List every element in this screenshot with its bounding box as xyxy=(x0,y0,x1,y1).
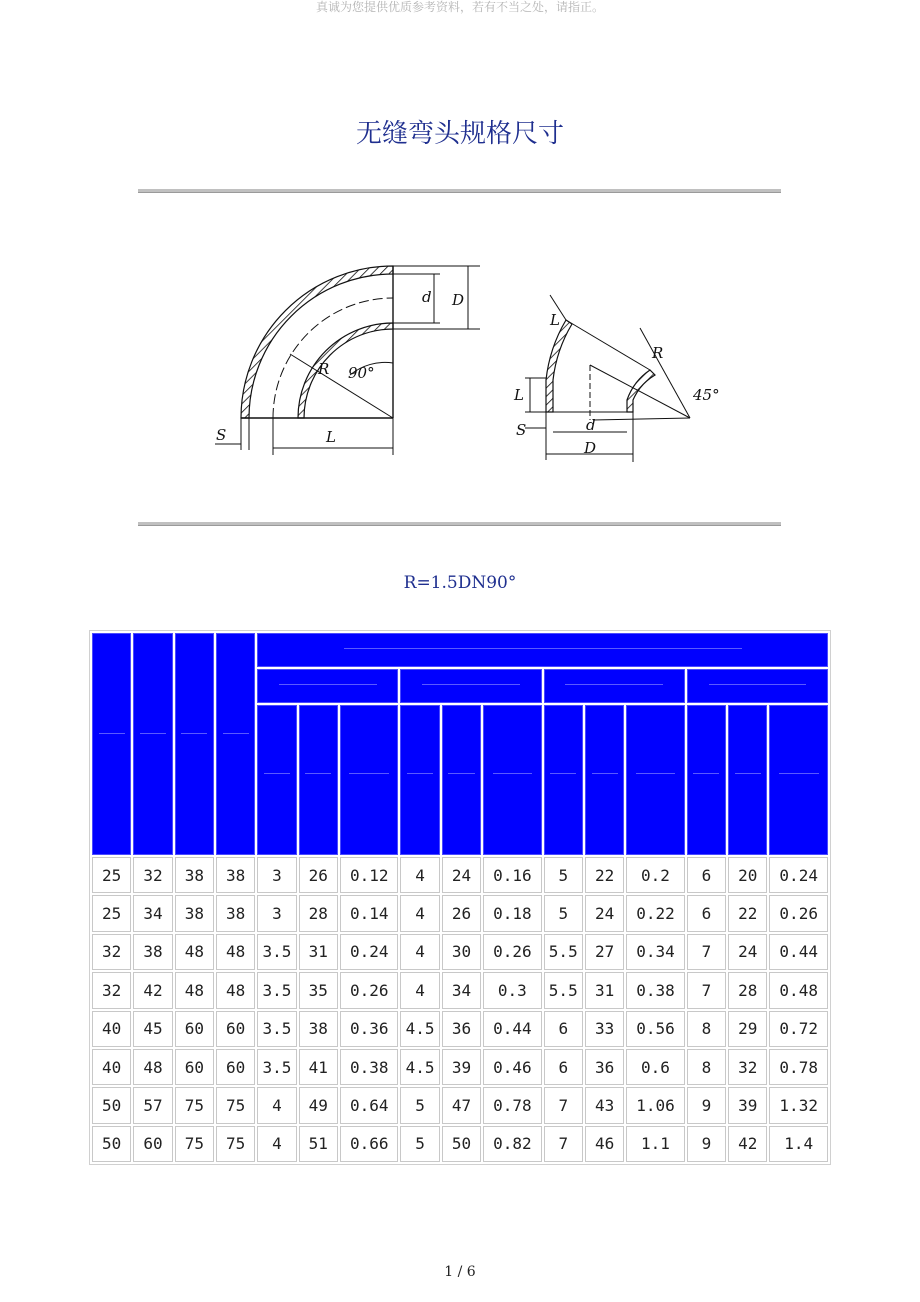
table-cell: 3.5 xyxy=(257,972,296,1008)
table-cell: 4.5 xyxy=(400,1049,439,1085)
table-cell: 39 xyxy=(728,1087,767,1123)
table-cell: 20 xyxy=(728,857,767,893)
table-cell: 1.32 xyxy=(769,1087,828,1123)
table-cell: 75 xyxy=(216,1126,255,1162)
table-cell: 0.72 xyxy=(769,1011,828,1047)
table-cell: 6 xyxy=(687,857,726,893)
table-cell: 48 xyxy=(175,972,214,1008)
table-cell: 5 xyxy=(544,895,583,931)
label-d-45: d xyxy=(586,416,596,434)
table-cell: 7 xyxy=(544,1126,583,1162)
elbow-diagram xyxy=(200,250,720,480)
header-cell xyxy=(728,705,767,855)
table-row xyxy=(92,1087,828,1123)
table-cell: 24 xyxy=(728,934,767,970)
table-cell: 27 xyxy=(585,934,624,970)
table-cell: 0.36 xyxy=(340,1011,398,1047)
table-cell: 48 xyxy=(216,934,255,970)
table-cell: 22 xyxy=(728,895,767,931)
header-cell xyxy=(585,705,624,855)
header-cell xyxy=(483,705,541,855)
table-cell: 48 xyxy=(133,1049,172,1085)
table-cell: 34 xyxy=(133,895,172,931)
table-row xyxy=(92,1011,828,1047)
table-cell: 60 xyxy=(175,1011,214,1047)
label-S-90: S xyxy=(216,426,227,444)
table-cell: 0.2 xyxy=(626,857,684,893)
table-cell: 40 xyxy=(92,1011,131,1047)
table-cell: 50 xyxy=(92,1087,131,1123)
table-cell: 4 xyxy=(400,934,439,970)
elbow-90-drawing xyxy=(215,266,480,455)
table-cell: 48 xyxy=(175,934,214,970)
table-cell: 0.38 xyxy=(626,972,684,1008)
header-cell xyxy=(400,705,439,855)
table-cell: 32 xyxy=(92,934,131,970)
table-cell: 28 xyxy=(299,895,338,931)
table-cell: 49 xyxy=(299,1087,338,1123)
table-cell: 50 xyxy=(442,1126,481,1162)
label-R-45: R xyxy=(652,344,664,362)
header-cell xyxy=(257,669,398,703)
table-cell: 0.78 xyxy=(769,1049,828,1085)
table-cell: 36 xyxy=(585,1049,624,1085)
table-cell: 26 xyxy=(299,857,338,893)
table-cell: 1.1 xyxy=(626,1126,684,1162)
header-cell xyxy=(626,705,684,855)
table-cell: 3 xyxy=(257,857,296,893)
table-cell: 32 xyxy=(133,857,172,893)
table-cell: 41 xyxy=(299,1049,338,1085)
table-cell: 0.82 xyxy=(483,1126,541,1162)
table-cell: 1.4 xyxy=(769,1126,828,1162)
table-cell: 31 xyxy=(585,972,624,1008)
table-cell: 5 xyxy=(400,1126,439,1162)
table-cell: 9 xyxy=(687,1126,726,1162)
table-cell: 32 xyxy=(728,1049,767,1085)
header-cell xyxy=(216,633,255,855)
header-cell xyxy=(544,669,685,703)
table-cell: 60 xyxy=(216,1049,255,1085)
top-divider xyxy=(138,189,781,193)
table-cell: 3.5 xyxy=(257,1011,296,1047)
table-cell: 7 xyxy=(687,972,726,1008)
table-cell: 0.66 xyxy=(340,1126,398,1162)
table-cell: 24 xyxy=(442,857,481,893)
table-cell: 4 xyxy=(400,972,439,1008)
table-cell: 0.24 xyxy=(340,934,398,970)
table-cell: 0.12 xyxy=(340,857,398,893)
table-cell: 0.14 xyxy=(340,895,398,931)
table-cell: 0.18 xyxy=(483,895,541,931)
table-cell: 33 xyxy=(585,1011,624,1047)
table-cell: 47 xyxy=(442,1087,481,1123)
table-cell: 7 xyxy=(687,934,726,970)
table-cell: 22 xyxy=(585,857,624,893)
table-cell: 36 xyxy=(442,1011,481,1047)
table-cell: 0.46 xyxy=(483,1049,541,1085)
label-R-90: R xyxy=(318,360,330,378)
table-cell: 8 xyxy=(687,1011,726,1047)
table-cell: 0.26 xyxy=(340,972,398,1008)
table-cell: 8 xyxy=(687,1049,726,1085)
table-cell: 0.6 xyxy=(626,1049,684,1085)
table-cell: 60 xyxy=(133,1126,172,1162)
table-cell: 3 xyxy=(257,895,296,931)
table-cell: 1.06 xyxy=(626,1087,684,1123)
table-cell: 75 xyxy=(175,1126,214,1162)
label-L-90: L xyxy=(326,428,336,446)
table-cell: 4.5 xyxy=(400,1011,439,1047)
table-cell: 0.78 xyxy=(483,1087,541,1123)
header-cell xyxy=(544,705,583,855)
table-cell: 42 xyxy=(133,972,172,1008)
table-cell: 40 xyxy=(92,1049,131,1085)
table-cell: 0.44 xyxy=(769,934,828,970)
table-cell: 0.56 xyxy=(626,1011,684,1047)
header-cell xyxy=(299,705,338,855)
table-cell: 4 xyxy=(257,1087,296,1123)
table-cell: 4 xyxy=(400,857,439,893)
table-cell: 51 xyxy=(299,1126,338,1162)
table-cell: 60 xyxy=(216,1011,255,1047)
table-cell: 75 xyxy=(175,1087,214,1123)
label-d-90: d xyxy=(422,288,432,306)
table-cell: 0.64 xyxy=(340,1087,398,1123)
table-cell: 48 xyxy=(216,972,255,1008)
table-cell: 57 xyxy=(133,1087,172,1123)
table-cell: 38 xyxy=(133,934,172,970)
table-cell: 5 xyxy=(400,1087,439,1123)
watermark-text: 真诚为您提供优质参考资料，若有不当之处，请指正。 xyxy=(315,0,604,14)
table-row xyxy=(92,857,828,893)
table-cell: 26 xyxy=(442,895,481,931)
table-cell: 32 xyxy=(92,972,131,1008)
header-cell xyxy=(175,633,214,855)
table-cell: 25 xyxy=(92,857,131,893)
table-cell: 39 xyxy=(442,1049,481,1085)
table-cell: 35 xyxy=(299,972,338,1008)
header-cell xyxy=(400,669,541,703)
header-cell xyxy=(687,669,828,703)
table-cell: 5 xyxy=(544,857,583,893)
header-cell xyxy=(92,633,131,855)
table-cell: 0.26 xyxy=(769,895,828,931)
table-cell: 42 xyxy=(728,1126,767,1162)
header-cell xyxy=(257,705,296,855)
table-cell: 25 xyxy=(92,895,131,931)
header-cell xyxy=(769,705,828,855)
header-cell xyxy=(687,705,726,855)
table-subtitle: R=1.5DN90° xyxy=(403,573,517,593)
page-title: 无缝弯头规格尺寸 xyxy=(355,119,564,149)
table-cell: 5.5 xyxy=(544,934,583,970)
spec-table xyxy=(89,630,831,1165)
table-cell: 6 xyxy=(544,1049,583,1085)
table-cell: 38 xyxy=(175,857,214,893)
table-cell: 7 xyxy=(544,1087,583,1123)
table-cell: 3.5 xyxy=(257,1049,296,1085)
table-cell: 0.38 xyxy=(340,1049,398,1085)
table-row xyxy=(92,934,828,970)
label-S-45: S xyxy=(516,421,527,439)
table-row xyxy=(92,895,828,931)
table-cell: 45 xyxy=(133,1011,172,1047)
table-cell: 6 xyxy=(544,1011,583,1047)
table-cell: 0.22 xyxy=(626,895,684,931)
table-cell: 0.48 xyxy=(769,972,828,1008)
header-cell xyxy=(133,633,172,855)
table-cell: 0.3 xyxy=(483,972,541,1008)
table-cell: 38 xyxy=(216,857,255,893)
table-cell: 0.26 xyxy=(483,934,541,970)
label-D-90: D xyxy=(452,291,465,309)
table-cell: 30 xyxy=(442,934,481,970)
label-L-45-side: L xyxy=(514,386,524,404)
bottom-divider xyxy=(138,522,781,526)
table-cell: 6 xyxy=(687,895,726,931)
table-cell: 38 xyxy=(175,895,214,931)
table-cell: 29 xyxy=(728,1011,767,1047)
table-row xyxy=(92,972,828,1008)
table-cell: 4 xyxy=(257,1126,296,1162)
label-angle-45: 45° xyxy=(693,386,720,404)
elbow-45-drawing xyxy=(513,295,720,462)
label-angle-90: 90° xyxy=(348,364,375,382)
table-cell: 43 xyxy=(585,1087,624,1123)
table-cell: 0.24 xyxy=(769,857,828,893)
table-row xyxy=(92,1126,828,1162)
header-cell xyxy=(442,705,481,855)
table-cell: 24 xyxy=(585,895,624,931)
table-row xyxy=(92,1049,828,1085)
table-cell: 31 xyxy=(299,934,338,970)
table-cell: 9 xyxy=(687,1087,726,1123)
table-cell: 75 xyxy=(216,1087,255,1123)
table-cell: 46 xyxy=(585,1126,624,1162)
header-cell xyxy=(340,705,398,855)
table-cell: 4 xyxy=(400,895,439,931)
label-D-45: D xyxy=(584,439,597,457)
table-cell: 28 xyxy=(728,972,767,1008)
table-cell: 34 xyxy=(442,972,481,1008)
table-cell: 60 xyxy=(175,1049,214,1085)
label-L-45-top: L xyxy=(550,311,560,329)
table-cell: 50 xyxy=(92,1126,131,1162)
table-cell: 0.16 xyxy=(483,857,541,893)
table-cell: 38 xyxy=(216,895,255,931)
table-cell: 38 xyxy=(299,1011,338,1047)
table-cell: 5.5 xyxy=(544,972,583,1008)
page-number: 1 / 6 xyxy=(444,1264,476,1280)
table-cell: 0.44 xyxy=(483,1011,541,1047)
table-cell: 0.34 xyxy=(626,934,684,970)
header-cell xyxy=(257,633,828,667)
table-cell: 3.5 xyxy=(257,934,296,970)
